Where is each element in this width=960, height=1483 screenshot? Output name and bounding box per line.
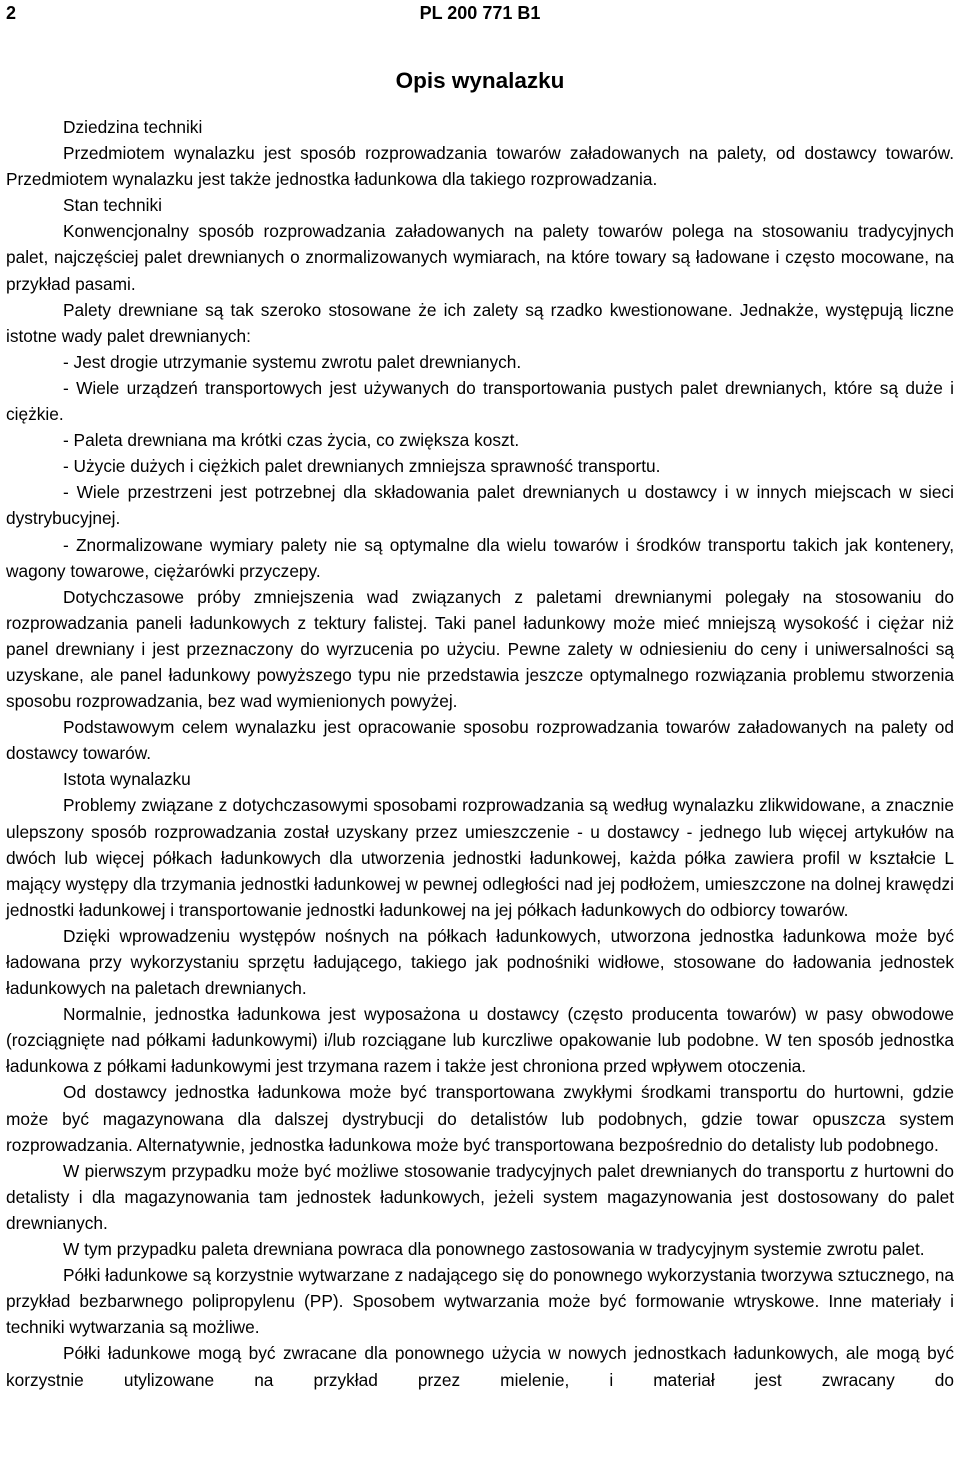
- list-item: - Wiele przestrzeni jest potrzebnej dla składowania palet drewnianych u dostawcy i w innych miejscach w sieci dystrybucyjnej.: [6, 482, 954, 529]
- page-header: [6, 0, 954, 26]
- paragraph: Normalnie, jednostka ładunkowa jest wyposażona u dostawcy (często producenta towarów) w pasy obwodowe (rozciągnięte nad półkami ładunkowymi) i/lub rozciągane lub kurczliwe opakowanie lub podobne. W ten sposób jednostka ładunkowa z półkami ładunkowymi jest trzymana razem i także jest chroniona przed wpływem otoczenia.: [6, 1004, 954, 1077]
- paragraph: Dzięki wprowadzeniu występów nośnych na półkach ładunkowych, utworzona jednostka ładunkowa może być ładowana przy wykorzystaniu sprzętu ładującego, takiego jak podnośniki widłowe, stosowane do ładowania jednostek ładunkowych na paletach drewnianych.: [6, 925, 954, 999]
- paragraph: Półki ładunkowe mogą być zwracane dla ponownego użycia w nowych jednostkach ładunkowych, ale mogą być korzystnie utylizowane na przykład przez mielenie, i materiał jest zwracany do: [6, 1343, 954, 1390]
- section-heading-prior-art: Stan techniki: [63, 195, 162, 216]
- list-item: - Znormalizowane wymiary palety nie są optymalne dla wielu towarów i środków transportu takich jak kontenery, wagony towarowe, ciężarówki przyczepy.: [6, 534, 954, 581]
- paragraph: Dotychczasowe próby zmniejszenia wad związanych z paletami drewnianymi polegały na stosowaniu do rozprowadzania paneli ładunkowych z tektury falistej. Taki panel ładunkowy może mieć mniejszą wysokość i ciężar niż panel drewniany i jest przeznaczony do wyrzucenia po użyciu. Pewne zalety w odniesieniu do ceny i uniwersalności są uzyskane, ale panel ładunkowy powyższego typu nie przedstawia jeszcze optymalnego rozwiązania problemu stworzenia sposobu rozprowadzania, bez wad wymienionych powyżej.: [6, 586, 954, 712]
- list-item: - Jest drogie utrzymanie systemu zwrotu palet drewnianych.: [63, 351, 522, 372]
- section-heading-summary: Istota wynalazku: [63, 769, 191, 790]
- list-item: - Użycie dużych i ciężkich palet drewnianych zmniejsza sprawność transportu.: [63, 456, 661, 477]
- paragraph: Podstawowym celem wynalazku jest opracowanie sposobu rozprowadzania towarów załadowanych na palety od dostawcy towarów.: [6, 717, 954, 764]
- document-body: [6, 114, 954, 1393]
- document-title: Opis wynalazku: [395, 68, 565, 93]
- paragraph: Przedmiotem wynalazku jest sposób rozprowadzania towarów załadowanych na palety, od dostawcy towarów. Przedmiotem wynalazku jest także jednostka ładunkowa dla takiego rozprowadzania.: [6, 143, 954, 190]
- paragraph: W pierwszym przypadku może być możliwe stosowanie tradycyjnych palet drewnianych do transportu z hurtowni do detalisty i dla magazynowania tam jednostek ładunkowych, jeżeli system magazynowania jest dostosowany do palet drewnianych.: [6, 1160, 954, 1233]
- patent-number: PL 200 771 B1: [419, 3, 541, 23]
- list-item: - Paleta drewniana ma krótki czas życia, co zwiększa koszt.: [63, 430, 520, 451]
- paragraph: Palety drewniane są tak szeroko stosowane że ich zalety są rzadko kwestionowane. Jednakże, występują liczne istotne wady palet drewnianych:: [6, 299, 954, 346]
- paragraph: Od dostawcy jednostka ładunkowa może być transportowana zwykłymi środkami transportu do hurtowni, gdzie może być magazynowana dla dalszej dystrybucji do detalistów lub podobnych, gdzie towar opuszcza system rozprowadzania. Alternatywnie, jednostka ładunkowa może być transportowana bezpośrednio do detalisty lub podobnego.: [6, 1082, 954, 1155]
- paragraph: Problemy związane z dotychczasowymi sposobami rozprowadzania są według wynalazku zlikwidowane, a znacznie ulepszony sposób rozprowadzania został uzyskany przez umieszczenie - u dostawcy - jednego lub więcej artykułów na dwóch lub więcej półkach ładunkowych dla utworzenia jednostki ładunkowej, każda półka zawiera profil w kształcie L mający występy dla trzymania jednostki ładunkowej w pewnej odległości nad jej podłożem, umieszczone na dolnej krawędzi jednostki ładunkowej i transportowanie jednostki ładunkowej na jej półkach ładunkowych do odbiorcy towarów.: [6, 795, 954, 920]
- list-item: - Wiele urządzeń transportowych jest używanych do transportowania pustych palet drewnianych, które są duże i ciężkie.: [6, 377, 954, 425]
- paragraph: Konwencjonalny sposób rozprowadzania załadowanych na palety towarów polega na stosowaniu tradycyjnych palet, najczęściej palet drewnianych o znormalizowanych wymiarach, na które towary są ładowane i często mocowane, na przykład pasami.: [6, 221, 954, 294]
- section-heading-field: Dziedzina techniki: [63, 117, 203, 137]
- page-number: 2: [6, 3, 17, 23]
- paragraph: W tym przypadku paleta drewniana powraca dla ponownego zastosowania w tradycyjnym systemie zwrotu palet.: [63, 1239, 925, 1260]
- paragraph: Półki ładunkowe są korzystnie wytwarzane z nadającego się do ponownego wykorzystania tworzywa sztucznego, na przykład bezbarwnego polipropylenu (PP). Sposobem wytwarzania może być formowanie wtryskowe. Inne materiały i techniki wytwarzania są możliwe.: [6, 1265, 954, 1338]
